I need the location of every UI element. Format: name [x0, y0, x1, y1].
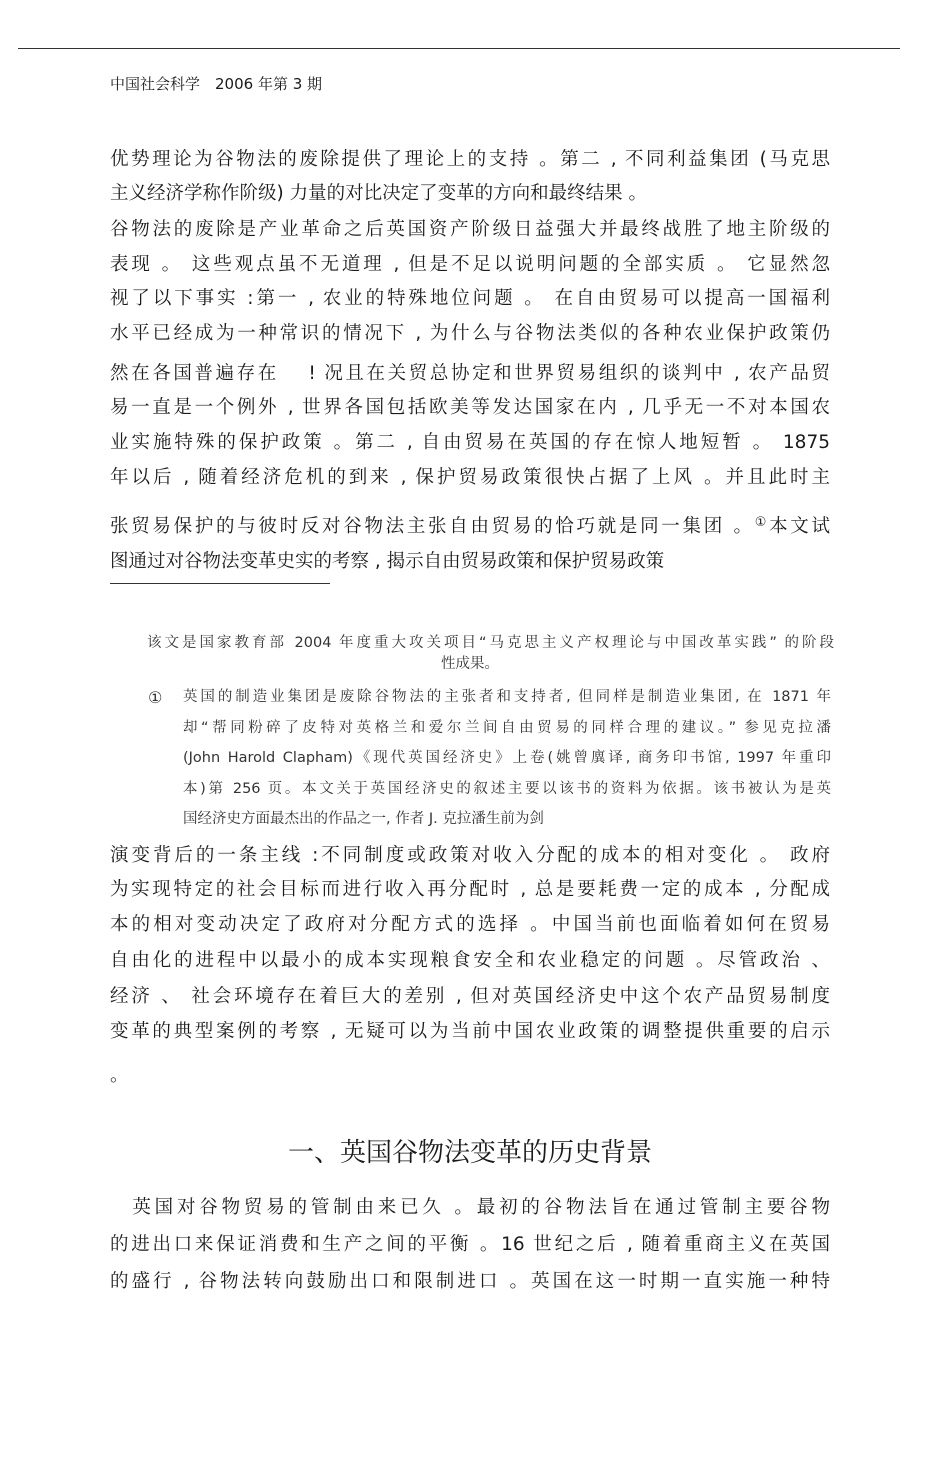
body-line: 的盛行 , 谷物法转向鼓励出口和限制进口 。英国在这一时期一直实施一种特 [110, 1271, 830, 1292]
body-line: 主义经济学称作阶级) 力量的对比决定了变革的方向和最终结果 。 [110, 183, 647, 204]
body-line: 英国对谷物贸易的管制由来已久 。最初的谷物法旨在通过管制主要谷物 [110, 1197, 830, 1218]
body-line-with-footnote-ref [110, 511, 830, 539]
section-heading: 一、英国谷物法变革的历史背景 [287, 1138, 652, 1168]
header-rule [18, 48, 900, 49]
body-line: 本的相对变动决定了政府对分配方式的选择 。中国当前也面临着如何在贸易 [110, 914, 830, 935]
body-line: 为实现特定的社会目标而进行收入再分配时 , 总是要耗费一定的成本 , 分配成 [110, 879, 830, 900]
body-line: 表现 。 这些观点虽不无道理 , 但是不足以说明问题的全部实质 。 它显然忽 [110, 254, 830, 275]
funding-note: 性成果。 [441, 656, 499, 672]
footnote-rule [110, 583, 330, 584]
body-line: 水平已经成为一种常识的情况下 , 为什么与谷物法类似的各种农业保护政策仍 [110, 323, 830, 344]
text: 张贸易保护的与彼时反对谷物法主张自由贸易的恰巧就是同一集团 。 [110, 516, 755, 537]
funding-note: 该文是国家教育部 2004 年度重大攻关项目“马克思主义产权理论与中国改革实践” 的阶段 [147, 635, 834, 651]
body-line: 的进出口来保证消费和生产之间的平衡 。16 世纪之后 , 随着重商主义在英国 [110, 1234, 830, 1255]
body-line: 易一直是一个例外 , 世界各国包括欧美等发达国家在内 , 几乎无一不对本国农 [110, 397, 830, 418]
body-line: 图通过对谷物法变革史实的考察 , 揭示自由贸易政策和保护贸易政策 [110, 551, 665, 572]
footnote-line: 本)第 256 页。本文关于英国经济史的叙述主要以该书的资料为依据。该书被认为是英 [183, 781, 831, 797]
body-line: 自由化的进程中以最小的成本实现粮食安全和农业稳定的问题 。尽管政治 、 [110, 950, 830, 971]
footnote-line: 国经济史方面最杰出的作品之一, 作者 J. 克拉潘生前为剑 [183, 811, 544, 827]
body-line: 演变背后的一条主线 :不同制度或政策对收入分配的成本的相对变化 。 政府 [110, 845, 830, 866]
body-line: 谷物法的废除是产业革命之后英国资产阶级日益强大并最终战胜了地主阶级的 [110, 219, 830, 240]
footnote-line: 却“帮同粉碎了皮特对英格兰和爱尔兰间自由贸易的同样合理的建议。” 参见克拉潘 [183, 720, 831, 736]
body-line: 年以后 , 随着经济危机的到来 , 保护贸易政策很快占据了上风 。并且此时主 [110, 467, 830, 488]
body-line: 。 [110, 1065, 129, 1086]
body-line: 视了以下事实 :第一 , 农业的特殊地位问题 。 在自由贸易可以提高一国福利 [110, 288, 830, 309]
footnote-ref[interactable]: ① [754, 515, 770, 530]
footnote-line: 英国的制造业集团是废除谷物法的主张者和支持者, 但同样是制造业集团, 在 1871 年 [183, 689, 831, 705]
body-line: 经济 、 社会环境存在着巨大的差别 , 但对英国经济史中这个农产品贸易制度 [110, 986, 830, 1007]
body-line: 优势理论为谷物法的废除提供了理论上的支持 。第二 , 不同利益集团 (马克思 [110, 149, 830, 170]
running-header: 中国社会科学 2006 年第 3 期 [110, 75, 323, 93]
body-line: 业实施特殊的保护政策 。第二 , 自由贸易在英国的存在惊人地短暂 。 1875 [110, 432, 830, 453]
body-line: 变革的典型案例的考察 , 无疑可以为当前中国农业政策的调整提供重要的启示 [110, 1021, 830, 1042]
footnote-marker: ① [148, 688, 163, 707]
footnote-line: (John Harold Clapham)《现代英国经济史》上卷(姚曾廙译, 商务印书馆, 1997 年重印 [183, 750, 831, 766]
text: 本文试 [769, 516, 830, 537]
body-line: 然在各国普遍存在 ! 况且在关贸总协定和世界贸易组织的谈判中 , 农产品贸 [110, 363, 830, 384]
